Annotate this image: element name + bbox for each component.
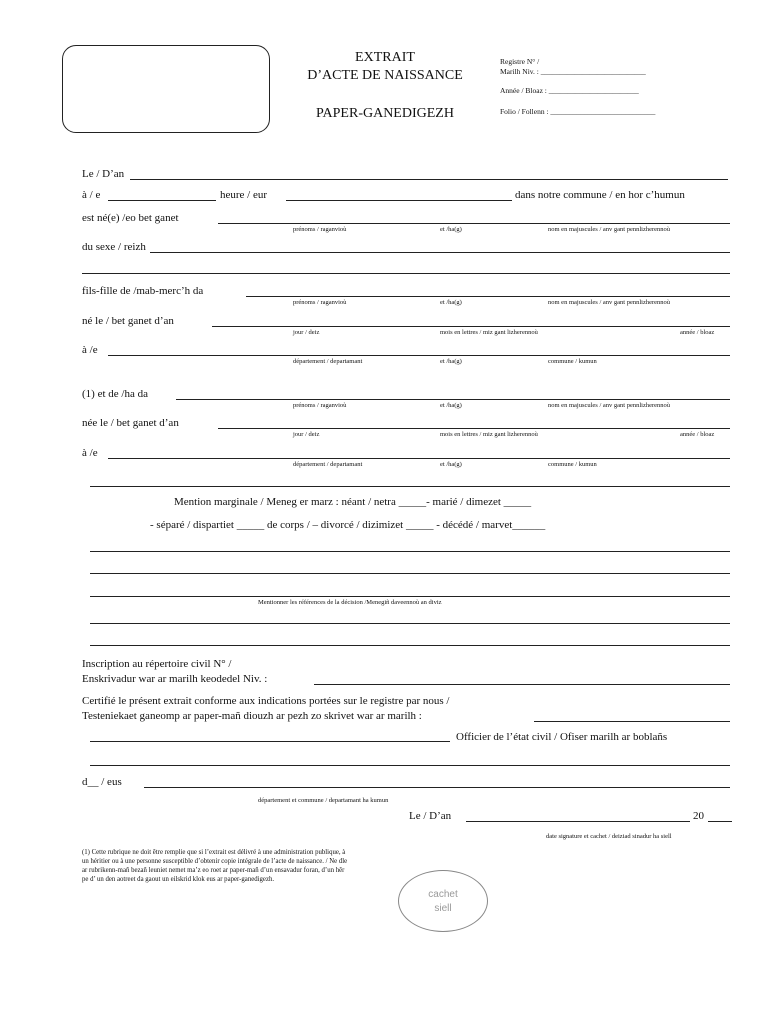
sub-et-2: et /ha(g) <box>440 299 462 306</box>
title-acte: D’ACTE DE NAISSANCE <box>307 68 463 83</box>
title-paper: PAPER-GANEDIGEZH <box>316 106 454 121</box>
certifie-label-1: Certifié le présent extrait conforme aux indications portées sur le registre par nous / <box>82 695 450 707</box>
year-prefix: 20 <box>693 810 704 822</box>
nee-le-line[interactable] <box>218 428 730 429</box>
sub-dep-2: département / departamant <box>293 461 363 468</box>
fils-fille-label: fils-fille de /mab-merc’h da <box>82 285 204 297</box>
sub-et-1: et /ha(g) <box>440 226 462 233</box>
nee-le-label: née le / bet ganet d’an <box>82 417 179 429</box>
et-de-line[interactable] <box>176 399 730 400</box>
mention-line1: Mention marginale / Meneg er marz : néant / netra _____- marié / dimezet _____ <box>174 496 532 508</box>
sub-dep-1: département / departamant <box>293 358 363 365</box>
heure-line[interactable] <box>286 200 512 201</box>
mention-blank-4[interactable] <box>90 623 730 624</box>
blank-line-2[interactable] <box>90 486 730 487</box>
officier-blank[interactable] <box>90 765 730 766</box>
sub-nom-1: nom en majuscules / anv gant pennlizherennoù <box>548 226 671 233</box>
mention-blank-5[interactable] <box>90 645 730 646</box>
heure-label: heure / eur <box>220 189 268 201</box>
references-note: Mentionner les références de la décision /Menegiñ daveennoù an diviz <box>258 599 442 606</box>
siell-text: siell <box>434 903 452 914</box>
le-dan-line[interactable] <box>130 179 728 180</box>
annee-field[interactable]: Année / Bloaz : ________________________ <box>500 86 639 95</box>
inscription-line[interactable] <box>314 684 730 685</box>
year-line[interactable] <box>708 821 732 822</box>
footnote: (1) Cette rubrique ne doit être remplie que si l’extrait est délivré à une administration publique, à un héritier ou à une personne susceptible d’obtenir copie intégrale de l’acte de naissance. / Ne dle ar rubrikenn-mañ bezañ leuniet nemet ma’z eo roet ar paper-mañ d’un ensavadur foran, d’un hêr pe d’ un den aotreet da gaout un eilskrid klok eus ar paper-ganedigezh. <box>82 849 348 883</box>
sub-mois-2: mois en lettres / miz gant lizherennoù <box>440 431 538 438</box>
sub-nom-2: nom en majuscules / anv gant pennlizherennoù <box>548 299 671 306</box>
sexe-line[interactable] <box>150 252 730 253</box>
est-ne-line[interactable] <box>218 223 730 224</box>
d-eus-line[interactable] <box>144 787 730 788</box>
sub-jour-1: jour / deiz <box>293 329 320 336</box>
sub-commune-2: commune / kumun <box>548 461 597 468</box>
a-e2-label: à /e <box>82 344 98 356</box>
sub-mois-1: mois en lettres / miz gant lizherennoù <box>440 329 538 336</box>
sexe-label: du sexe / reizh <box>82 241 146 253</box>
mention-blank-3[interactable] <box>90 596 730 597</box>
photo-box <box>62 45 270 133</box>
registre-label: Registre N° / <box>500 57 540 66</box>
sub-prenoms-3: prénoms / raganvioù <box>293 402 347 409</box>
le-dan2-label: Le / D’an <box>409 810 452 822</box>
et-de-label: (1) et de /ha da <box>82 388 148 400</box>
sub-et-4: et /ha(g) <box>440 402 462 409</box>
le-dan2-line[interactable] <box>466 821 690 822</box>
blank-line-1[interactable] <box>82 273 730 274</box>
inscription-label-2: Enskrivadur war ar marilh keodedel Niv. : <box>82 673 268 685</box>
a-e-label: à / e <box>82 189 101 201</box>
inscription-label-1: Inscription au répertoire civil N° / <box>82 658 232 670</box>
mention-line2: - séparé / dispartiet _____ de corps / – divorcé / dizimizet _____ - décédé / marvet______ <box>150 519 546 531</box>
officier-label: Officier de l’état civil / Ofiser marilh ar boblañs <box>456 731 668 743</box>
cachet-text: cachet <box>428 889 458 900</box>
a-e3-label: à /e <box>82 447 98 459</box>
d-eus-label: d__ / eus <box>82 776 122 788</box>
sub-annee-1: année / bloaz <box>680 329 715 336</box>
a-e-line[interactable] <box>108 200 216 201</box>
a-e2-line[interactable] <box>108 355 730 356</box>
sub-et-3: et /ha(g) <box>440 358 462 365</box>
date-sig-note: date signature et cachet / deiziad sinadur ha siell <box>546 833 672 840</box>
sub-nom-3: nom en majuscules / anv gant pennlizherennoù <box>548 402 671 409</box>
mention-blank-2[interactable] <box>90 573 730 574</box>
title-extrait: EXTRAIT <box>355 50 415 65</box>
ne-le-line[interactable] <box>212 326 730 327</box>
certifie-line[interactable] <box>534 721 730 722</box>
sub-commune-1: commune / kumun <box>548 358 597 365</box>
folio-field[interactable]: Folio / Follenn : ____________________________ <box>500 107 656 116</box>
sub-annee-2: année / bloaz <box>680 431 715 438</box>
marilh-field[interactable]: Marilh Niv. : ____________________________ <box>500 67 646 76</box>
dans-commune-label: dans notre commune / en hor c’humun <box>515 189 685 201</box>
ne-le-label: né le / bet ganet d’an <box>82 315 174 327</box>
dep-commune-note: département et commune / departamant ha kumun <box>258 797 389 804</box>
le-dan-label: Le / D’an <box>82 168 125 180</box>
est-ne-label: est né(e) /eo bet ganet <box>82 212 179 224</box>
sub-prenoms-2: prénoms / raganvioù <box>293 299 347 306</box>
a-e3-line[interactable] <box>108 458 730 459</box>
sub-prenoms-1: prénoms / raganvioù <box>293 226 347 233</box>
certifie-label-2: Testeniekaet ganeomp ar paper-mañ diouzh ar pezh zo skrivet war ar marilh : <box>82 710 422 722</box>
sub-et-5: et /ha(g) <box>440 461 462 468</box>
sub-jour-2: jour / deiz <box>293 431 320 438</box>
mention-blank-1[interactable] <box>90 551 730 552</box>
fils-fille-line[interactable] <box>246 296 730 297</box>
cachet-stamp <box>398 870 488 932</box>
officier-line[interactable] <box>90 741 450 742</box>
